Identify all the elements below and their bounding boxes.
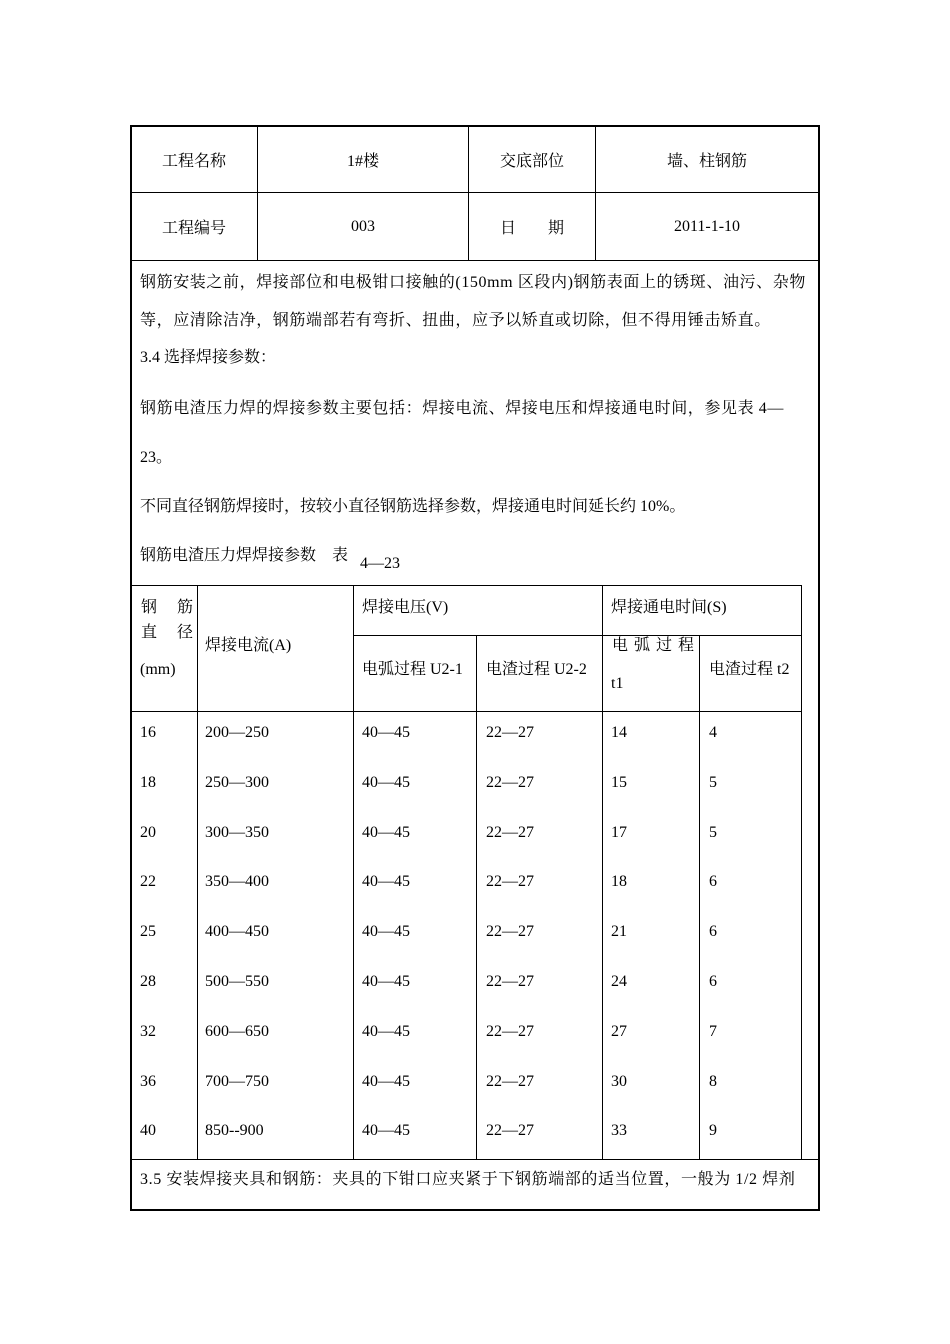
table-cell-slag-voltage: 22—27: [486, 1072, 534, 1090]
table-cell-slag-voltage: 22—27: [486, 1022, 534, 1040]
column-diameter-header: 直 径: [141, 624, 196, 641]
table-cell-arc-time: 14: [611, 724, 627, 741]
table-cell-current: 350—400: [205, 873, 269, 891]
paragraph-line: 钢筋安装之前，焊接部位和电极钳口接触的(150mm 区段内)钢筋表面上的锈斑、油污、杂物: [140, 274, 806, 291]
table-cell-arc-voltage: 40—45: [362, 1122, 410, 1140]
paragraph-line: 不同直径钢筋焊接时，按较小直径钢筋选择参数，焊接通电时间延长约 10%。: [140, 498, 686, 515]
subheader-slag-time: 电渣过程 t2: [709, 661, 790, 678]
table-cell-current: 300—350: [205, 823, 269, 841]
table-cell-slag-voltage: 22—27: [486, 823, 534, 841]
table-col-line: [602, 585, 603, 1160]
table-cell-arc-voltage: 40—45: [362, 973, 410, 990]
table-cell-diameter: 25: [140, 923, 156, 941]
table-cell-slag-voltage: 22—27: [486, 923, 534, 941]
subheader-arc-time: t1: [611, 675, 624, 692]
column-time-header: 焊接通电时间(S): [611, 599, 727, 616]
column-voltage-header: 焊接电压(V): [362, 599, 449, 616]
table-cell-slag-time: 6: [709, 873, 717, 891]
column-diameter-header: 钢 筋: [141, 599, 196, 616]
table-cell-diameter: 40: [140, 1122, 156, 1140]
date-label: 日 期: [499, 218, 564, 237]
table-cell-diameter: 28: [140, 973, 156, 990]
table-cell-diameter: 18: [140, 773, 156, 791]
column-diameter-header: (mm): [140, 661, 176, 678]
table-cell-arc-voltage: 40—45: [362, 823, 410, 841]
table-cell-current: 200—250: [205, 724, 269, 741]
table-cell-slag-time: 8: [709, 1072, 717, 1090]
table-caption: 钢筋电渣压力焊焊接参数 表: [140, 547, 349, 564]
table-cell-slag-time: 6: [709, 923, 717, 941]
table-cell-diameter: 16: [140, 724, 156, 741]
table-cell-slag-voltage: 22—27: [486, 724, 534, 741]
subheader-arc-time: 电 弧 过 程: [612, 637, 696, 654]
table-cell-slag-voltage: 22—27: [486, 773, 534, 791]
table-subheader-line: [353, 635, 801, 636]
table-cell-slag-voltage: 22—27: [486, 973, 534, 990]
location-value: 墙、柱钢筋: [666, 150, 747, 170]
table-cell-arc-voltage: 40—45: [362, 724, 410, 741]
table-cell-slag-time: 5: [709, 823, 717, 841]
table-col-line: [801, 585, 802, 1160]
table-col-line: [699, 635, 700, 1160]
table-bottom: [130, 1159, 820, 1160]
table-cell-arc-voltage: 40—45: [362, 1022, 410, 1040]
project-no-label: 工程编号: [161, 218, 226, 237]
table-cell-current: 500—550: [205, 973, 269, 990]
paragraph-line: 等，应清除洁净，钢筋端部若有弯折、扭曲，应予以矫直或切除，但不得用锤击矫直。: [140, 312, 771, 329]
project-name-label: 工程名称: [161, 150, 226, 170]
table-top: [130, 585, 801, 586]
table-cell-arc-time: 18: [611, 873, 627, 891]
table-header-bottom: [130, 711, 801, 712]
table-cell-slag-time: 9: [709, 1122, 717, 1140]
table-cell-current: 700—750: [205, 1072, 269, 1090]
table-cell-slag-time: 6: [709, 973, 717, 990]
paragraph-line: 23。: [140, 449, 173, 466]
project-no-value: 003: [351, 217, 375, 235]
table-cell-arc-voltage: 40—45: [362, 1072, 410, 1090]
table-cell-arc-voltage: 40—45: [362, 773, 410, 791]
table-cell-arc-time: 17: [611, 823, 627, 841]
table-cell-diameter: 36: [140, 1072, 156, 1090]
paragraph-line: 钢筋电渣压力焊的焊接参数主要包括：焊接电流、焊接电压和焊接通电时间，参见表 4—: [140, 400, 785, 417]
table-cell-current: 850--900: [205, 1122, 264, 1140]
subheader-slag-voltage: 电渣过程 U2-2: [486, 661, 587, 678]
table-cell-arc-time: 24: [611, 973, 627, 990]
table-cell-arc-voltage: 40—45: [362, 923, 410, 941]
table-cell-current: 250—300: [205, 773, 269, 791]
table-cell-slag-time: 4: [709, 724, 717, 741]
table-cell-arc-time: 15: [611, 773, 627, 791]
table-cell-slag-voltage: 22—27: [486, 1122, 534, 1140]
section-heading: 3.4 选择焊接参数：: [140, 349, 277, 366]
table-cell-arc-time: 27: [611, 1022, 627, 1040]
table-col-line: [197, 585, 198, 1160]
table-col-line: [353, 585, 354, 1160]
table-cell-current: 600—650: [205, 1022, 269, 1040]
table-cell-diameter: 32: [140, 1022, 156, 1040]
table-cell-arc-voltage: 40—45: [362, 873, 410, 891]
table-cell-slag-voltage: 22—27: [486, 873, 534, 891]
table-cell-diameter: 22: [140, 873, 156, 891]
header-bottom: [130, 260, 820, 261]
table-cell-current: 400—450: [205, 923, 269, 941]
subheader-arc-voltage: 电弧过程 U2-1: [362, 661, 463, 678]
column-current-header: 焊接电流(A): [205, 637, 292, 654]
project-name-value: 1#楼: [346, 152, 379, 170]
table-cell-slag-time: 7: [709, 1022, 717, 1040]
table-cell-diameter: 20: [140, 823, 156, 841]
table-cell-slag-time: 5: [709, 773, 717, 791]
location-label: 交底部位: [499, 150, 564, 170]
table-cell-arc-time: 30: [611, 1072, 627, 1090]
table-caption-number: 4—23: [360, 555, 400, 572]
table-col-line: [476, 635, 477, 1160]
table-cell-arc-time: 21: [611, 923, 627, 941]
date-value: 2011-1-10: [673, 217, 741, 235]
table-cell-arc-time: 33: [611, 1122, 627, 1140]
section-heading: 3.5 安装焊接夹具和钢筋：夹具的下钳口应夹紧于下钢筋端部的适当位置，一般为 1/2 焊剂: [140, 1171, 796, 1188]
